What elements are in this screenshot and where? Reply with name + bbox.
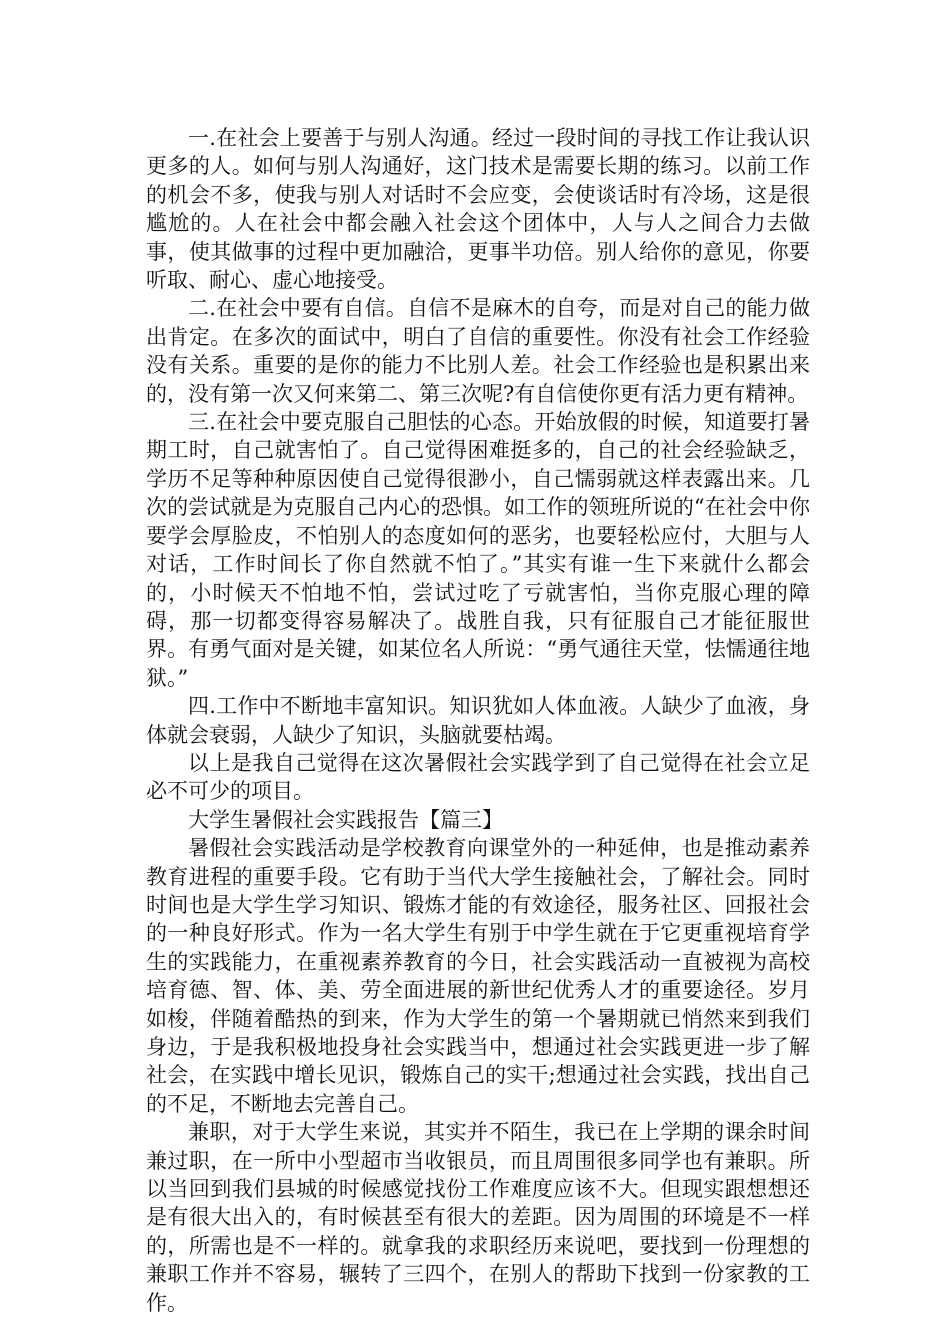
- paragraph-communication: 一.在社会上要善于与别人沟通。经过一段时间的寻找工作让我认识更多的人。如何与别人沟通好，这门技术是需要长期的练习。以前工作的机会不多，使我与别人对话时不会应变，会使谈话时有冷场，这是很尴尬的。人在社会中都会融入社会这个团体中，人与人之间合力去做事，使其做事的过程中更加融洽，更事半功倍。别人给你的意见，你要听取、耐心、虚心地接受。: [146, 126, 810, 293]
- paragraph-enrich-knowledge: 四.工作中不断地丰富知识。知识犹如人体血液。人缺少了血液，身体就会衰弱，人缺少了知识，头脑就要枯竭。: [146, 694, 810, 747]
- paragraph-practice-intro: 暑假社会实践活动是学校教育向课堂外的一种延伸，也是推动素养教育进程的重要手段。它有助于当代大学生接触社会，了解社会。同时时间也是大学生学习知识、锻炼才能的有效途径，服务社区、回报社会的一种良好形式。作为一名大学生有别于中学生就在于它更重视培育学生的实践能力，在重视素养教育的今日，社会实践活动一直被视为高校培育德、智、体、美、劳全面进展的新世纪优秀人才的重要途径。岁月如梭，伴随着酷热的到来，作为大学生的第一个暑期就已悄然来到我们身边，于是我积极地投身社会实践当中，想通过社会实践更进一步了解社会，在实践中增长见识，锻炼自己的实干;想通过社会实践，找出自己的不足，不断地去完善自己。: [146, 836, 810, 1116]
- paragraph-part-time-job: 兼职，对于大学生来说，其实并不陌生，我已在上学期的课余时间兼过职，在一所中小型超市当收银员，而且周围很多同学也有兼职。所以当回到我们县城的时候感觉找份工作难度应该不大。但现实跟想想还是有很大出入的，有时候甚至有很大的差距。因为周围的环境是不一样的，所需也是不一样的。就拿我的求职经历来说吧，要找到一份理想的兼职工作并不容易，辗转了三四个，在别人的帮助下找到一份家教的工作。: [146, 1120, 810, 1315]
- document-body: [146, 124, 810, 1317]
- section-heading: 大学生暑假社会实践报告【篇三】: [188, 807, 503, 832]
- paragraph-confidence: 二.在社会中要有自信。自信不是麻木的自夸，而是对自己的能力做出肯定。在多次的面试中，明白了自信的重要性。你没有社会工作经验没有关系。重要的是你的能力不比别人差。社会工作经验也是积累出来的，没有第一次又何来第二、第三次呢?有自信使你更有活力更有精神。: [146, 296, 810, 406]
- paragraph-overcome-timidity: 三.在社会中要克服自己胆怯的心态。开始放假的时候，知道要打暑期工时，自己就害怕了。自己觉得困难挺多的，自己的社会经验缺乏，学历不足等种种原因使自己觉得很渺小，自己懦弱就这样表露出来。几次的尝试就是为克服自己内心的恐惧。如工作的领班所说的“在社会中你要学会厚脸皮，不怕别人的态度如何的恶劣，也要轻松应付，大胆与人对话，工作时间长了你自然就不怕了。”其实有谁一生下来就什么都会的，小时候天不怕地不怕，尝试过吃了亏就害怕，当你克服心理的障碍，那一切都变得容易解决了。战胜自我，只有征服自己才能征服世界。有勇气面对是关键，如某位名人所说：“勇气通往天堂，怯懦通往地狱。”: [146, 410, 810, 690]
- paragraph-summary: 以上是我自己觉得在这次暑假社会实践学到了自己觉得在社会立足必不可少的项目。: [146, 750, 810, 804]
